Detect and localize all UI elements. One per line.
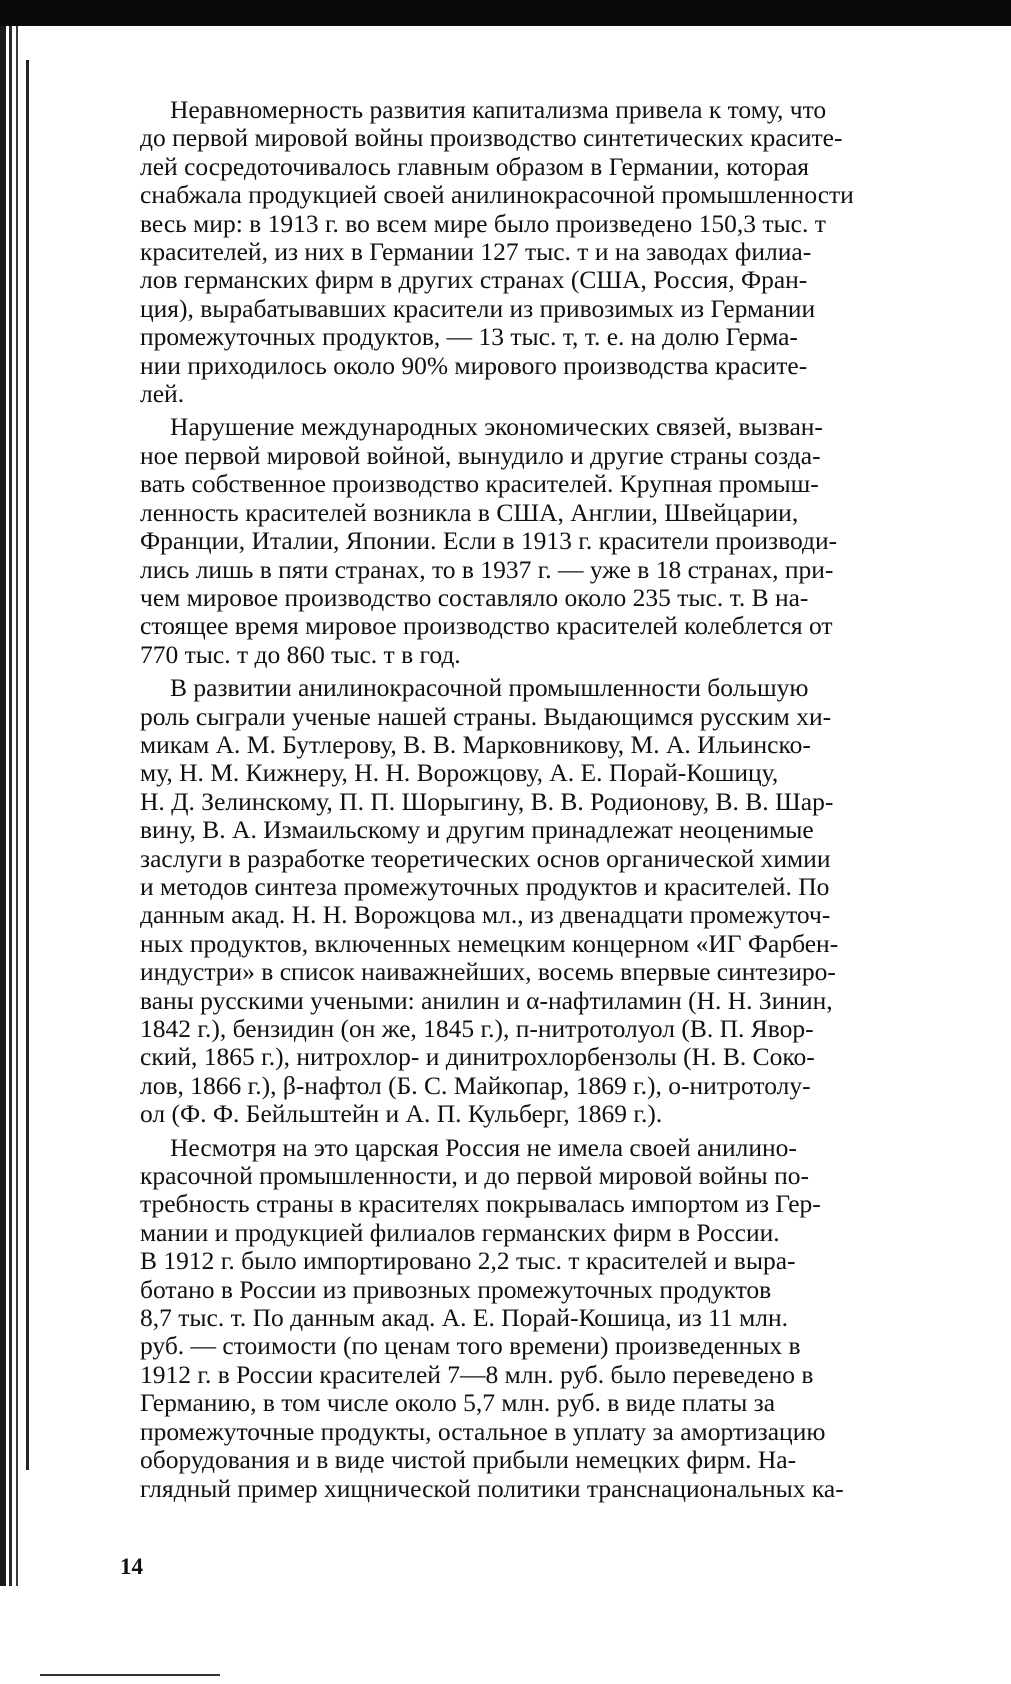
scan-binding-edge (0, 26, 22, 1586)
page-body (140, 96, 968, 1508)
scan-top-border (0, 0, 1011, 26)
page-number: 14 (120, 1554, 143, 1579)
scan-bottom-mark (40, 1674, 220, 1676)
paragraph-1: Неравномерность развития капитализма привела к тому, что до первой мировой войны производство синтетических красите- лей сосредоточивалось главным образом в Германии, которая снабжала продукцией своей анилинокрасочной промышленности весь мир: в 1913 г. во всем мире было произведено 150,3 тыс. т красителей, из них в Германии 127 тыс. т и на заводах филиа- лов германских фирм в других странах (США, Россия, Фран- ция), вырабатывавших красители из привозимых из Германии промежуточных продуктов, — 13 тыс. т, т. е. на долю Герма- нии приходилось около 90% мирового производства красите- лей. (140, 95, 854, 409)
paragraph-3: В развитии анилинокрасочной промышленности большую роль сыграли ученые нашей страны. Выдающимся русским хи- микам А. М. Бутлерову, В. В. Марковникову, М. А. Ильинско- му, Н. М. Кижнеру, Н. Н. Ворожцову, А. Е. Порай-Кошицу, Н. Д. Зелинскому, П. П. Шорыгину, В. В. Родионову, В. В. Шар- вину, В. А. Измаильскому и другим принадлежат неоценимые заслуги в разработке теоретических основ органической химии и методов синтеза промежуточных продуктов и красителей. По данным акад. Н. Н. Ворожцова мл., из двенадцати промежуточ- ных продуктов, включенных немецким концерном «ИГ Фарбен- индустри» в список наиважнейших, восемь впервые синтезиро- ваны русскими учеными: анилин и α-нафтиламин (Н. Н. Зинин, 1842 г.), бензидин (он же, 1845 г.), п-нитротолуол (В. П. Явор- ский, 1865 г.), нитрохлор- и динитрохлорбензолы (Н. В. Соко- лов, 1866 г.), β-нафтол (Б. С. Майкопар, 1869 г.), о-нитротолу- ол (Ф. Ф. Бейльштейн и А. П. Кульберг, 1869 г.). (140, 673, 839, 1129)
paragraph-4: Несмотря на это царская Россия не имела своей анилино- красочной промышленности, и до первой мировой войны по- требность страны в красителях покрывалась импортом из Гер- мании и продукцией филиалов германских фирм в России. В 1912 г. было импортировано 2,2 тыс. т красителей и выра- ботано в России из привозных промежуточных продуктов 8,7 тыс. т. По данным акад. А. Е. Порай-Кошица, из 11 млн. руб. — стоимости (по ценам того времени) произведенных в 1912 г. в России красителей 7—8 млн. руб. было переведено в Германию, в том числе около 5,7 млн. руб. в виде платы за промежуточные продукты, остальное в уплату за амортизацию оборудования и в виде чистой прибыли немецких фирм. На- глядный пример хищнической политики транснациональных ка- (140, 1132, 844, 1503)
scan-binding-line (26, 60, 29, 1470)
paragraph-2: Нарушение международных экономических связей, вызван- ное первой мировой войной, вынудило и другие страны созда- вать собственное производство красителей. Крупная промыш- ленность красителей возникла в США, Англии, Швейцарии, Франции, Италии, Японии. Если в 1913 г. красители производи- лись лишь в пяти странах, то в 1937 г. — уже в 18 странах, при- чем мировое производство составляло около 235 тыс. т. В на- стоящее время мировое производство красителей колеблется от 770 тыс. т до 860 тыс. т в год. (140, 412, 838, 669)
